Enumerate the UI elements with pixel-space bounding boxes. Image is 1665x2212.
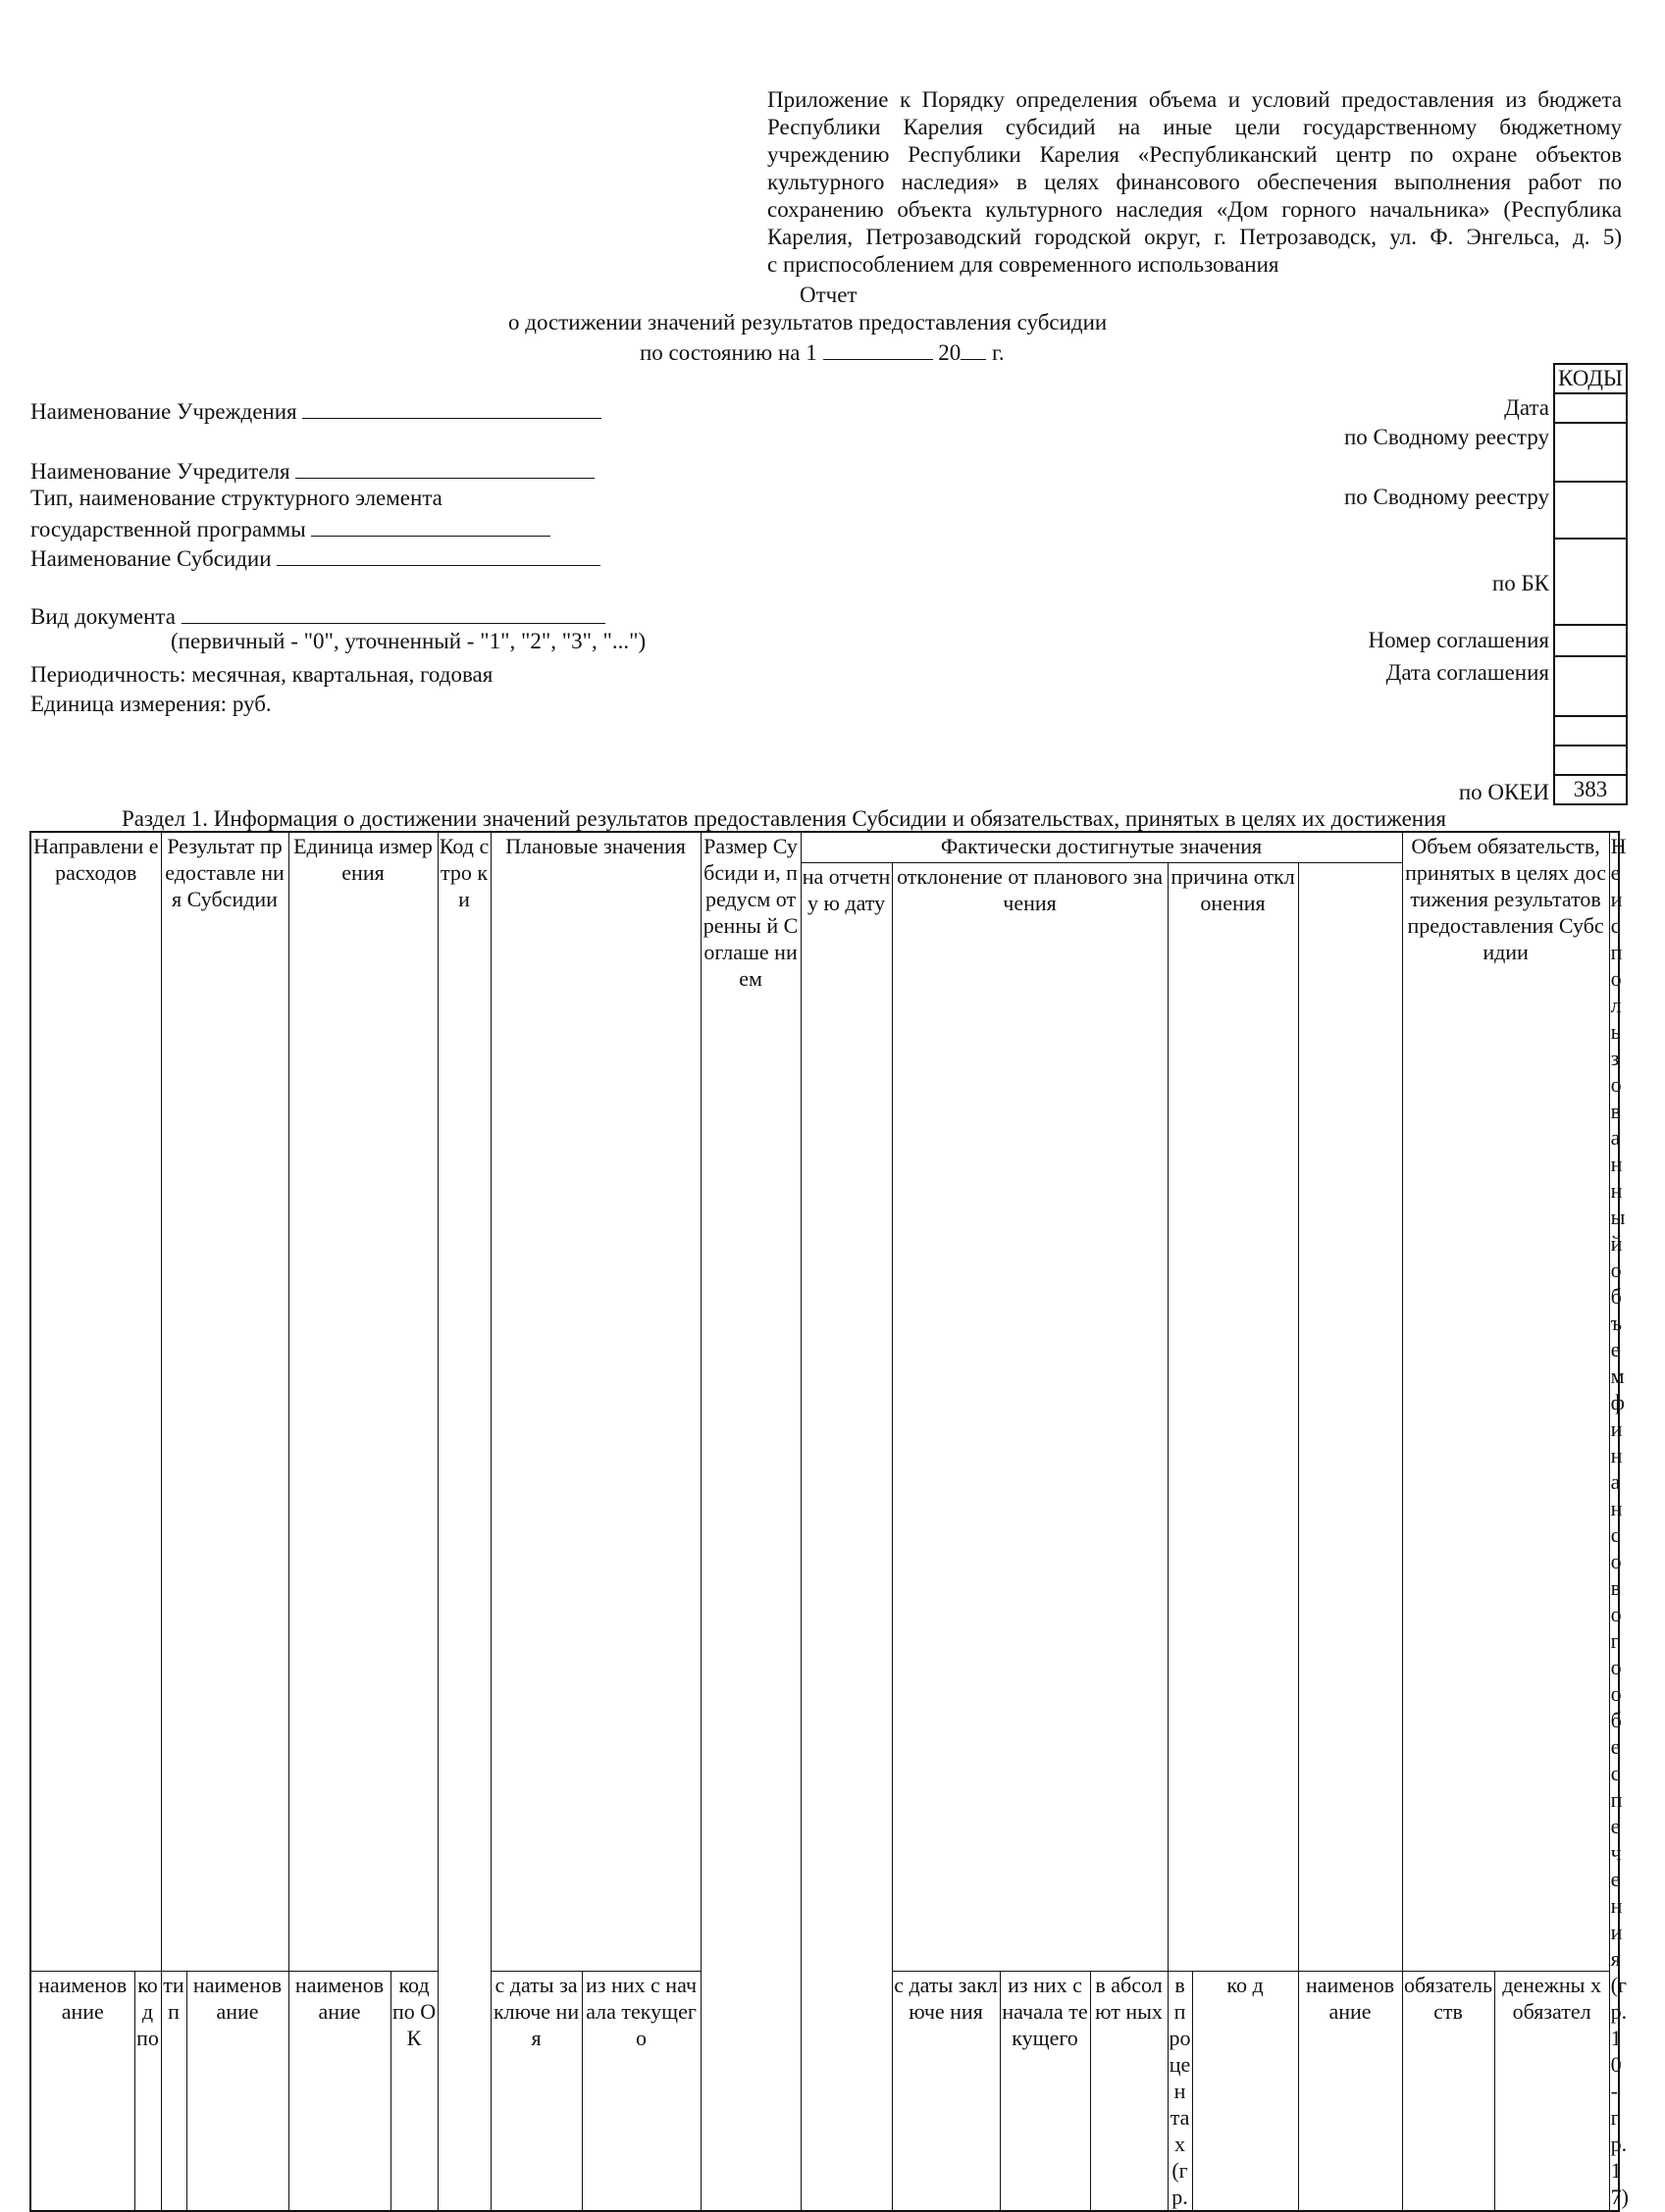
header-reason: причина отклонения [1168,862,1298,1972]
code-okei-cell: 383 [1555,776,1626,805]
code-extra-cell-2[interactable] [1555,746,1626,776]
report-title-word: Отчет [800,283,858,307]
sub-unit-code: код по ОК [390,1972,438,2212]
sub-reason-name: наименов ание [1298,1972,1402,2212]
field-unit: Единица измерения: руб. [30,692,272,716]
sub-direction-name: наименов ание [30,1972,134,2212]
sub-obligations: обязатель ств [1402,1972,1494,2212]
report-title-line2: о достижении значений результатов предоставления субсидии [508,310,1108,334]
header-actual: Фактически достигнутые значения [801,832,1402,862]
codes-registry-label-1: по Сводному реестру [1343,425,1549,449]
codes-header: КОДЫ [1555,365,1626,394]
founder-blank[interactable] [295,456,595,479]
appendix-line: с приспособлением для современного использования [767,252,1279,277]
code-bk-cell[interactable] [1555,540,1626,626]
appendix-line: Приложение к Порядку определения объема и условий предоставления из бюджета [767,87,1622,112]
field-program-label: государственной программы [30,517,306,541]
results-table [29,831,1629,2212]
header-obligations: Объем обязательств, принятых в целях достижения результатов предоставления Субсидии [1402,832,1609,1972]
field-institution-label: Наименование Учреждения [30,399,297,424]
code-registry-cell-2[interactable] [1555,483,1626,540]
field-program-line1: Тип, наименование структурного элемента [30,486,442,510]
appendix-header [767,86,1622,279]
program-blank[interactable] [311,514,550,537]
code-registry-cell-1[interactable] [1555,424,1626,483]
sub-actual-ytd: из них с начала текущего [1000,1972,1090,2212]
appendix-line: Республики Карелия субсидий на иные цели государственному бюджетному [767,115,1622,139]
header-unit: Единица измерения [288,832,438,1972]
header-result: Результат предоставле ния Субсидии [161,832,288,1972]
codes-date-label: Дата [1504,395,1549,420]
field-program [30,514,550,542]
code-agreement-date-cell[interactable] [1555,657,1626,717]
report-date-prefix: по состоянию на 1 [640,340,817,365]
header-actual-date: на отчетну ю дату [801,862,892,2211]
sub-plan-from-date: с даты заключе ния [491,1972,582,2212]
header-row-code: Код стро ки [438,832,491,2211]
codes-registry-label-2: по Сводному реестру [1343,485,1549,509]
codes-agreement-number-label: Номер соглашения [1368,628,1549,652]
codes-okei-label: по ОКЕИ [1458,780,1549,804]
sub-unit-name: наименов ание [288,1972,390,2212]
codes-box [1553,363,1628,805]
field-doc-type [30,601,605,630]
sub-deviation-pct: в процен тах (гр. [1169,1973,1191,2209]
field-subsidy [30,543,600,572]
doc-type-hint: (первичный - "0", уточненный - "1", "2", "3", "...") [171,629,647,653]
code-extra-cell-1[interactable] [1555,717,1626,746]
report-title-date-line [640,337,1005,366]
appendix-line: культурного наследия» в целях финансового обеспечения выполнения работ по [767,170,1622,194]
sub-deviation-abs: в абсолют ных [1090,1972,1168,2212]
sub-reason-code: ко д [1192,1972,1298,2212]
header-direction: Направлени е расходов [30,832,161,1972]
appendix-line: учреждению Республики Карелия «Республиканский центр по охране объектов [767,142,1622,167]
sub-plan-ytd: из них с начала текущего [582,1972,701,2212]
appendix-line: Карелия, Петрозаводский городской округ, г. Петрозаводск, ул. Ф. Энгельса, д. 5) [767,225,1622,249]
codes-agreement-date-label: Дата соглашения [1385,660,1549,685]
section-title: Раздел 1. Информация о достижении значений результатов предоставления Субсидии и обязательствах, принятых в целях их достижения [122,806,1446,831]
subsidy-blank[interactable] [277,543,600,566]
header-planned: Плановые значения [491,832,701,1972]
sub-money-obligations: денежны х обязател [1494,1972,1609,2212]
header-unused: Неиспольз ованный объем финансово го обеспечен ия (гр. 10 - гр. 17) [1610,834,1629,2209]
code-agreement-number-cell[interactable] [1555,626,1626,657]
report-date-suffix: г. [992,340,1005,365]
sub-direction-code: ко д по [134,1972,161,2212]
field-institution [30,396,601,425]
field-founder [30,456,595,485]
header-amount: Размер Субсиди и, предусм отренны й Соглаше нием [701,832,801,2211]
report-year-blank[interactable] [961,337,986,360]
code-date-cell[interactable] [1555,394,1626,424]
sub-actual-from-date: с даты заключе ния [892,1972,1000,2212]
report-month-blank[interactable] [823,337,933,360]
sub-result-type: ти п [161,1972,186,2212]
doc-type-blank[interactable] [182,601,605,624]
codes-bk-label: по БК [1491,571,1549,595]
field-doc-type-label: Вид документа [30,604,176,629]
appendix-line: сохранению объекта культурного наследия «Дом горного начальника» (Республика [767,197,1622,222]
header-deviation: отклонение от планового значения [892,862,1168,1972]
institution-blank[interactable] [302,396,601,419]
field-periodicity: Периодичность: месячная, квартальная, годовая [30,662,494,687]
sub-result-name: наименов ание [186,1972,288,2212]
report-year-prefix: 20 [938,340,962,365]
field-founder-label: Наименование Учредителя [30,459,290,484]
field-subsidy-label: Наименование Субсидии [30,546,272,571]
